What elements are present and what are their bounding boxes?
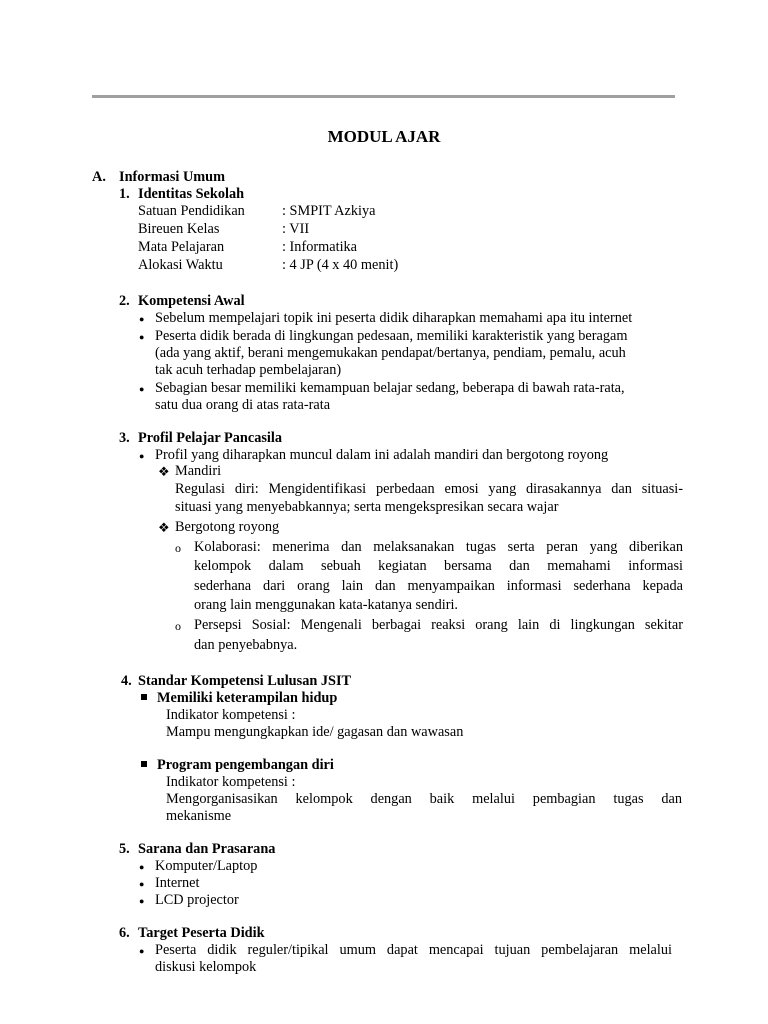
s5-item: LCD projector <box>155 892 239 908</box>
persepsi-line: dan penyebabnya. <box>194 637 298 653</box>
s2-bullet-2-line: tak acuh terhadap pembelajaran) <box>155 362 342 378</box>
diamond-bullet-icon: ❖ <box>158 464 170 479</box>
s3-heading: Profil Pelajar Pancasila <box>138 430 283 446</box>
kolaborasi-line: kelompok dalam sebuah kegiatan bersama dan memahami informasi <box>194 558 683 574</box>
kolaborasi-line: Kolaborasi: menerima dan melaksanakan tugas serta peran yang diberikan <box>194 539 683 555</box>
bullet-icon: ● <box>139 314 145 324</box>
s2-bullet-3-line: Sebagian besar memiliki kemampuan belajar sedang, beberapa di bawah rata-rata, <box>155 380 625 396</box>
circle-bullet-icon: o <box>175 619 181 633</box>
section-a-marker: A. <box>92 169 106 185</box>
s2-number: 2. <box>119 293 130 309</box>
s2-bullet-1: Sebelum mempelajari topik ini peserta didik diharapkan memahami apa itu internet <box>155 310 633 326</box>
s4-item-1-label: Indikator kompetensi : <box>166 707 296 723</box>
s6-text-line: Peserta didik reguler/tipikal umum dapat mencapai tujuan pembelajaran melalui <box>155 942 672 958</box>
mandiri-text-line: Regulasi diri: Mengidentifikasi perbedaan emosi yang dirasakannya dan situasi- <box>175 481 683 497</box>
section-a-heading: Informasi Umum <box>119 169 226 185</box>
diamond-bullet-icon: ❖ <box>158 520 170 535</box>
identity-label: Mata Pelajaran <box>138 239 225 255</box>
identity-value: : VII <box>282 221 310 237</box>
kolaborasi-line: orang lain menggunakan kata-katanya sendiri. <box>194 597 458 613</box>
s4-item-2-text-line: Mengorganisasikan kelompok dengan baik melalui pembagian tugas dan <box>166 791 682 807</box>
s4-item-2-label: Indikator kompetensi : <box>166 774 296 790</box>
persepsi-line: Persepsi Sosial: Mengenali berbagai reaksi orang lain di lingkungan sekitar <box>194 617 683 633</box>
s2-bullet-2-line: (ada yang aktif, berani mengemukakan pendapat/bertanya, pendiam, pemalu, acuh <box>155 345 626 361</box>
bullet-icon: ● <box>139 896 145 906</box>
s4-item-2-heading: Program pengembangan diri <box>157 757 334 773</box>
s4-item-1-heading: Memiliki keterampilan hidup <box>157 690 338 706</box>
s1-number: 1. <box>119 186 130 202</box>
s5-number: 5. <box>119 841 130 857</box>
s1-heading: Identitas Sekolah <box>138 186 245 202</box>
s4-item-1-text: Mampu mengungkapkan ide/ gagasan dan wawasan <box>166 724 464 740</box>
identity-value: : SMPIT Azkiya <box>282 203 376 219</box>
s2-bullet-3-line: satu dua orang di atas rata-rata <box>155 397 331 413</box>
bullet-icon: ● <box>139 451 145 461</box>
s4-item-2-text-line: mekanisme <box>166 808 232 824</box>
bullet-icon: ● <box>139 384 145 394</box>
s4-heading: Standar Kompetensi Lulusan JSIT <box>138 673 352 689</box>
circle-bullet-icon: o <box>175 541 181 555</box>
s3-bullet-1: Profil yang diharapkan muncul dalam ini adalah mandiri dan bergotong royong <box>155 447 609 463</box>
s6-heading: Target Peserta Didik <box>138 925 265 941</box>
s3-number: 3. <box>119 430 130 446</box>
identity-label: Satuan Pendidikan <box>138 203 245 219</box>
s4-number: 4. <box>121 673 132 689</box>
s5-item: Internet <box>155 875 200 891</box>
identity-label: Bireuen Kelas <box>138 221 220 237</box>
bullet-icon: ● <box>139 946 145 956</box>
s5-item: Komputer/Laptop <box>155 858 258 874</box>
kolaborasi-line: sederhana dari orang lain dan menyampaikan informasi sederhana kepada <box>194 578 683 594</box>
s6-number: 6. <box>119 925 130 941</box>
gotong-royong-heading: Bergotong royong <box>175 519 280 535</box>
identity-label: Alokasi Waktu <box>138 257 223 273</box>
identity-value: : 4 JP (4 x 40 menit) <box>282 257 399 273</box>
s2-heading: Kompetensi Awal <box>138 293 245 309</box>
mandiri-text-line: situasi yang menyebabkannya; serta mengekspresikan secara wajar <box>175 499 559 515</box>
square-bullet-icon <box>141 694 147 700</box>
s5-heading: Sarana dan Prasarana <box>138 841 276 857</box>
s2-bullet-2-line: Peserta didik berada di lingkungan pedesaan, memiliki karakteristik yang beragam <box>155 328 628 344</box>
bullet-icon: ● <box>139 879 145 889</box>
square-bullet-icon <box>141 761 147 767</box>
s6-text-line: diskusi kelompok <box>155 959 257 975</box>
identity-value: : Informatika <box>282 239 358 255</box>
bullet-icon: ● <box>139 862 145 872</box>
mandiri-heading: Mandiri <box>175 463 222 479</box>
page-title: MODUL AJAR <box>327 127 441 146</box>
bullet-icon: ● <box>139 332 145 342</box>
